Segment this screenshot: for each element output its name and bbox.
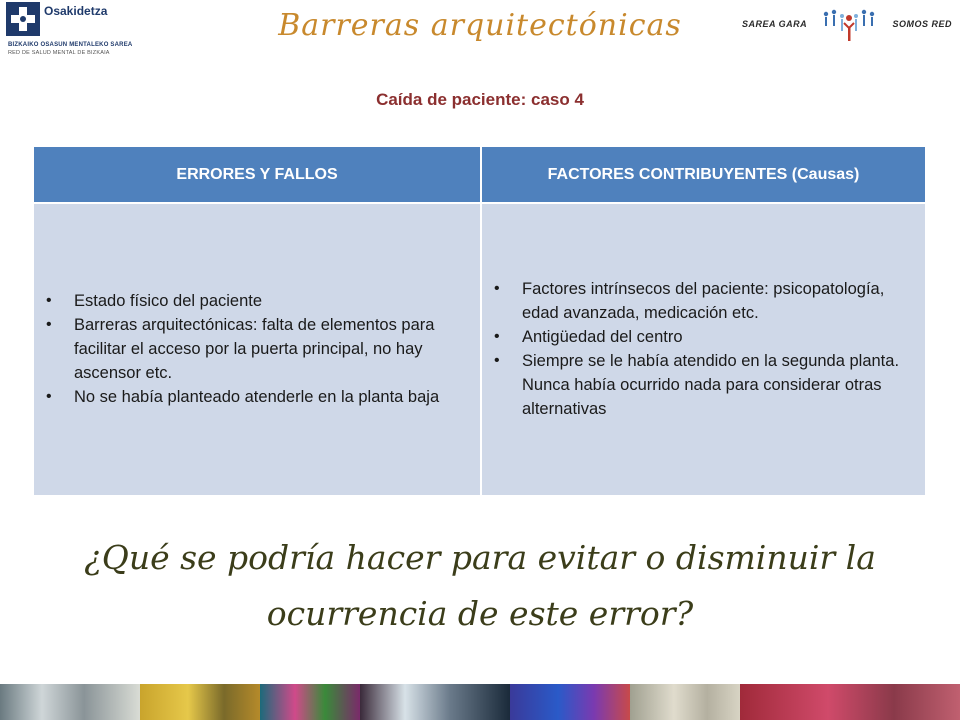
table-header-errores: ERRORES Y FALLOS [34, 147, 480, 202]
photo-strip [0, 684, 960, 720]
table-cell-factores [482, 202, 925, 495]
table-header-factores: FACTORES CONTRIBUYENTES (Causas) [482, 147, 925, 202]
list-item: • Siempre se le había atendido en la segunda planta. Nunca había ocurrido nada para considerar otras alternativas [494, 349, 907, 421]
photo-thumb [260, 684, 360, 720]
list-item: • Factores intrínsecos del paciente: psicopatología, edad avanzada, medicación etc. [494, 277, 907, 325]
column-divider [480, 147, 482, 495]
photo-thumb [0, 684, 140, 720]
photo-thumb [510, 684, 630, 720]
slide-subtitle: Caída de paciente: caso 4 [376, 90, 584, 109]
header-divider [34, 202, 925, 204]
logo-text-es: SOMOS RED [892, 19, 952, 29]
logo-text-eu: SAREA GARA [742, 19, 808, 29]
photo-thumb [360, 684, 510, 720]
question-text: ¿Qué se podría hacer para evitar o disminuir la ocurrencia de este error? [84, 538, 876, 633]
slide-title: Barreras arquitectónicas [278, 8, 682, 43]
table-cell-errores [34, 202, 480, 495]
logo-subtitle-es: RED DE SALUD MENTAL DE BIZKAIA [8, 50, 110, 56]
sarea-gara-logo [742, 8, 952, 42]
logo-subtitle-eu: BIZKAIKO OSASUN MENTALEKO SAREA [8, 42, 133, 48]
photo-thumb [740, 684, 960, 720]
errors-factors-table [34, 147, 925, 495]
list-item: • Antigüedad del centro [494, 325, 907, 349]
list-item: • Barreras arquitectónicas: falta de elementos para facilitar el acceso por la puerta principal, no hay ascensor etc. [46, 313, 462, 385]
list-item: • Estado físico del paciente [46, 289, 462, 313]
logo-name: Osakidetza [44, 4, 108, 18]
people-group-icon [820, 8, 878, 42]
photo-thumb [630, 684, 740, 720]
photo-thumb [140, 684, 260, 720]
list-item: • No se había planteado atenderle en la planta baja [46, 385, 462, 409]
